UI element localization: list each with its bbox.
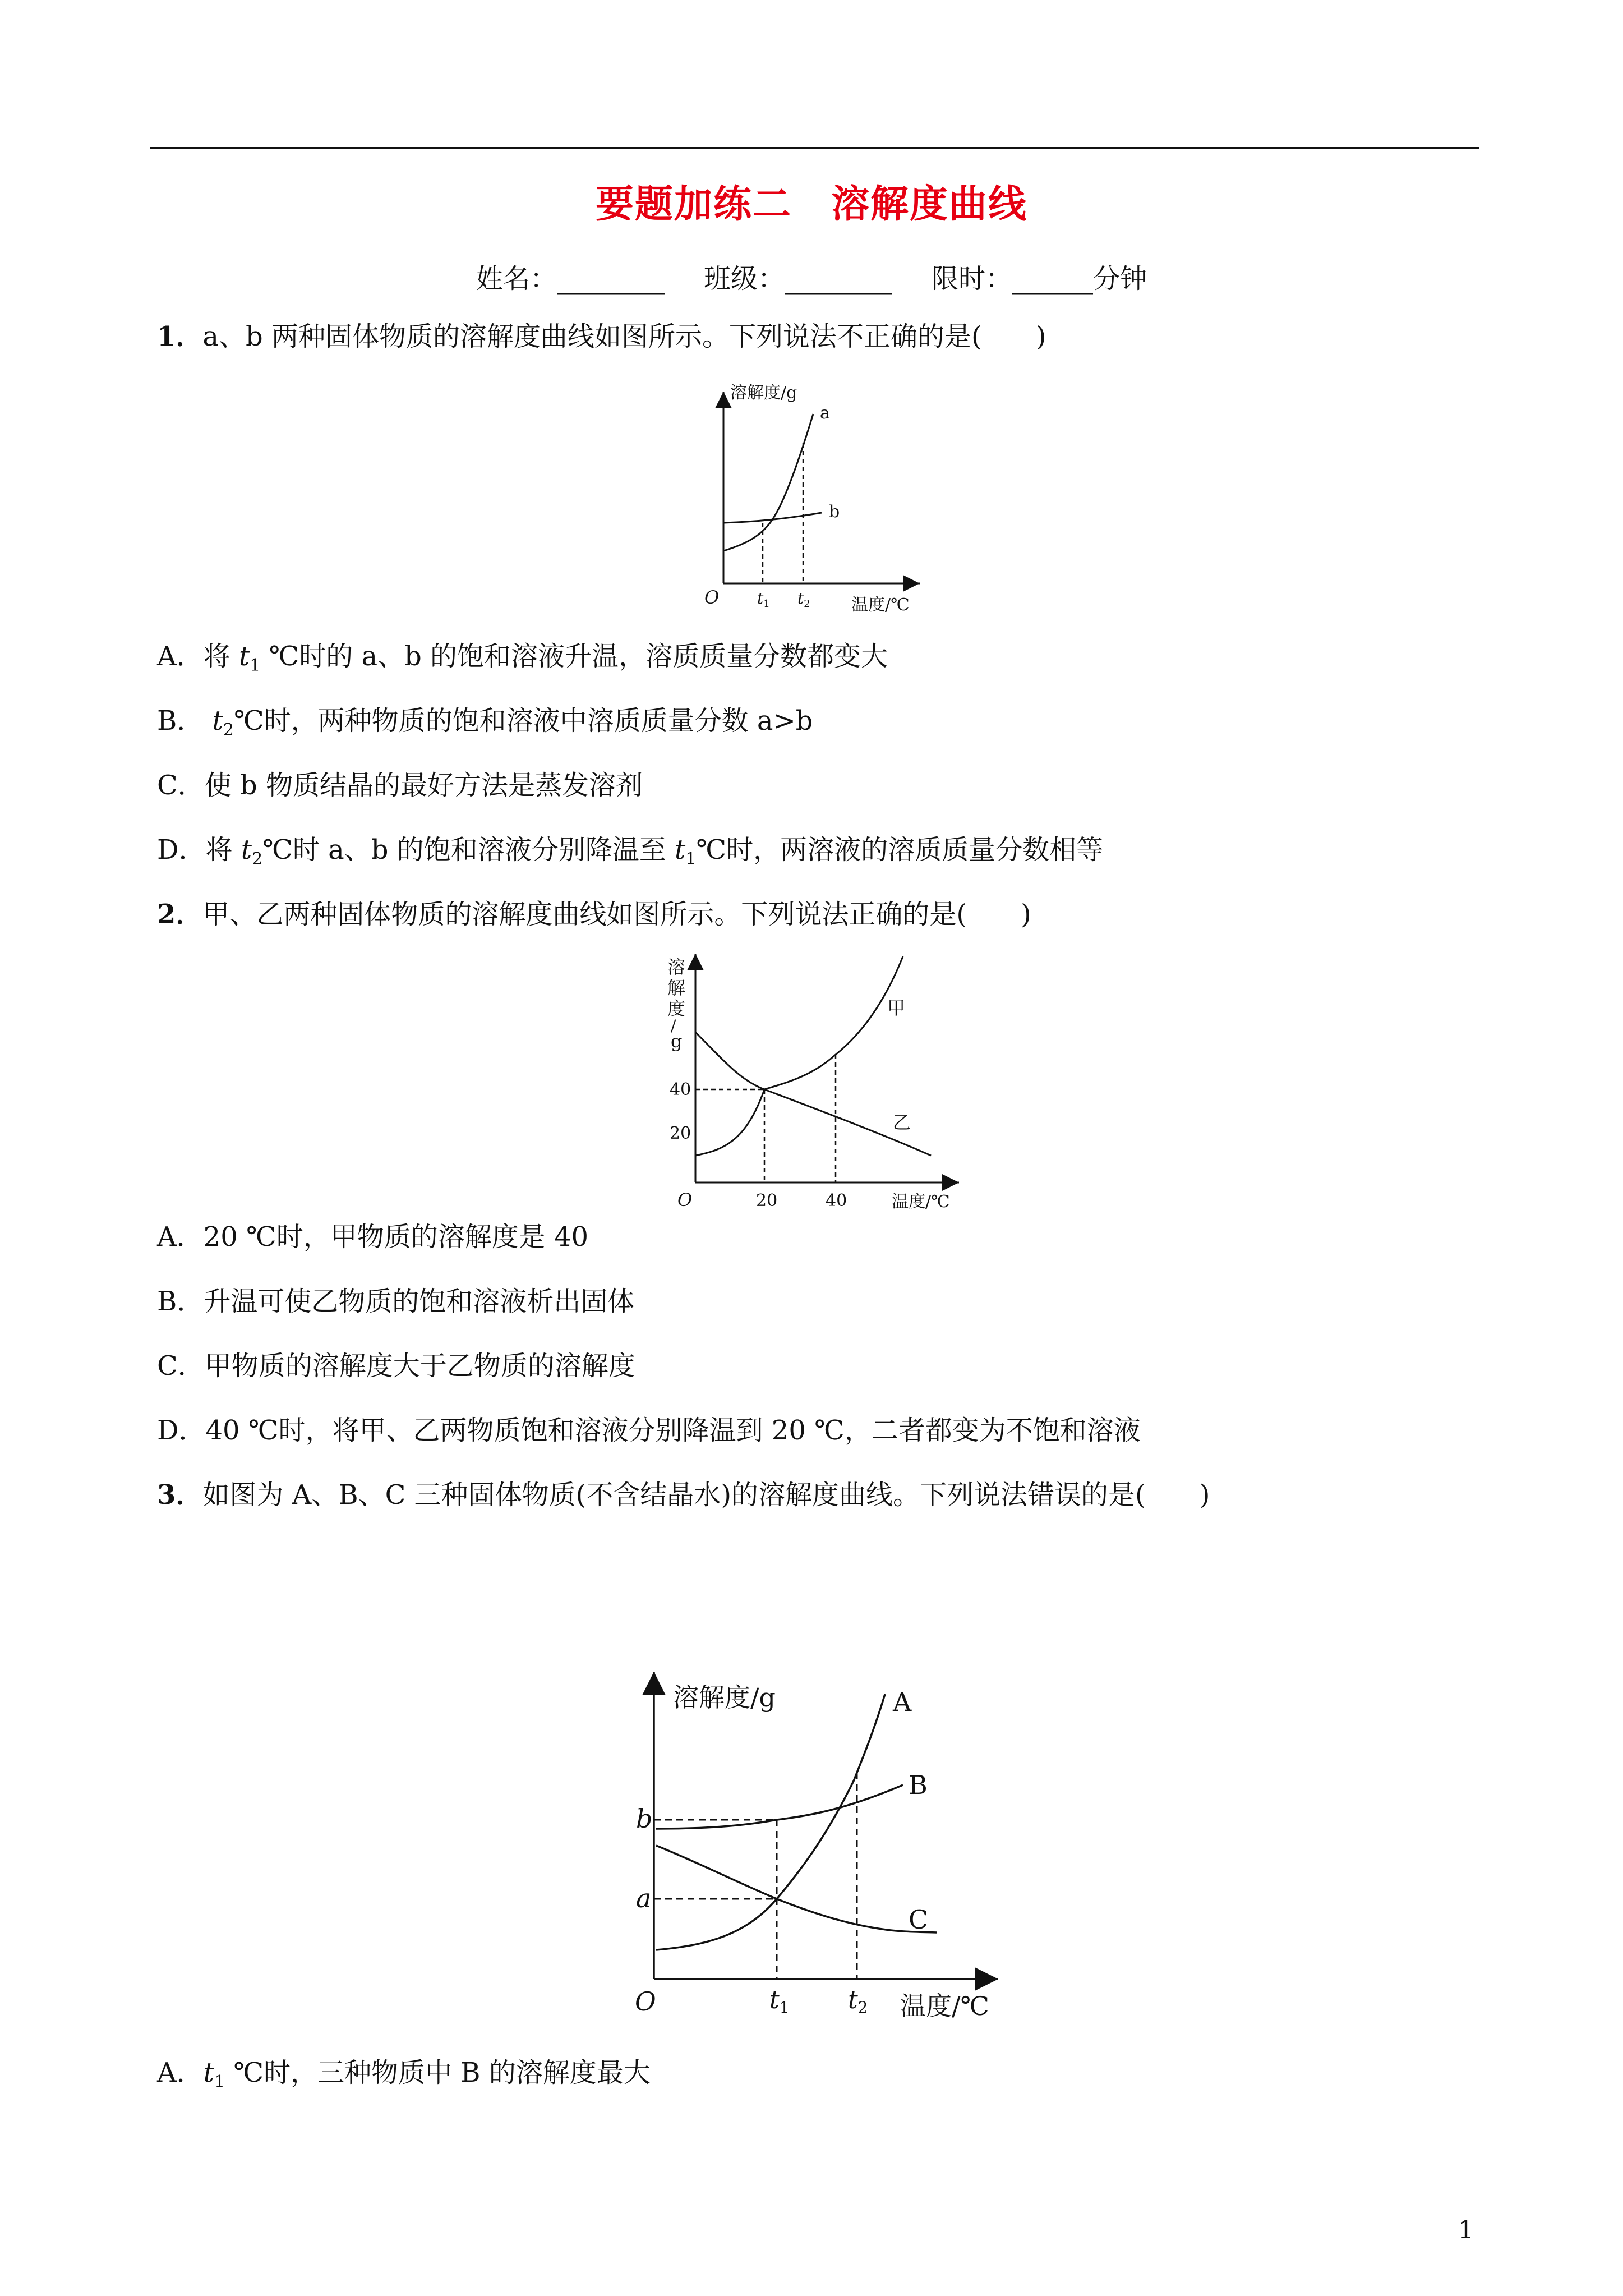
t2-tick-label: t2 [848,1986,868,2017]
q3-option-a: A．$t_1$ ℃时，三种物质中 B 的溶解度最大 [157,2057,651,2092]
page-number: 1 [1458,2216,1474,2244]
q1-option-b: B． $t_2℃$时，两种物质的饱和溶液中溶质质量分数 a>b [157,705,813,740]
y-axis-label: 溶 [667,956,686,978]
curve-C [656,1846,937,1932]
question-3-stem [157,1478,1210,1512]
curve-a [723,414,813,551]
student-info [0,257,1623,296]
curve-b-label: b [829,502,840,522]
q3-solubility-chart [617,1660,1021,2031]
q2-option-d: D．40 ℃时，将甲、乙两物质饱和溶液分别降温到 20 ℃，二者都变为不饱和溶液 [157,1415,1141,1446]
question-text: 如图为 A、B、C 三种固体物质(不含结晶水)的溶解度曲线。下列说法错误的是( ) [202,1479,1210,1511]
question-2-stem [157,898,1031,931]
q1-option-d: D．将 $t_2℃$时 a、b 的饱和溶液分别降温至 $t_1℃$时，两溶液的溶质质量分数相等 [157,834,1104,869]
q1-option-a: A．将 $t_1$ ℃时的 a、b 的饱和溶液升温，溶质质量分数都变大 [157,641,888,675]
origin-label: O [677,1189,693,1211]
y-tick-20: 20 [670,1124,691,1143]
y-axis-label: / [671,1016,676,1035]
x-tick-40: 40 [826,1191,847,1211]
page-title: 要题加练二 溶解度曲线 [595,182,1027,227]
q1-solubility-chart [695,376,942,623]
curve-jia [695,956,906,1156]
t1-tick-label: t1 [769,1986,790,2017]
origin-label: O [704,587,720,608]
t1-tick-label: $t_1$ [757,589,770,610]
curve-C-label: C [909,1904,929,1935]
q2-option-c: C．甲物质的溶解度大于乙物质的溶解度 [157,1350,635,1382]
curve-A-label: A [893,1687,912,1717]
question-number: 2． [157,899,203,930]
curve-B-label: B [909,1770,928,1800]
y-tick-b: b [636,1803,653,1834]
y-tick-40: 40 [670,1080,691,1099]
y-axis-label: 度 [667,998,686,1019]
question-number: 3． [157,1479,203,1511]
y-tick-a: a [636,1883,652,1913]
curve-A [656,1694,885,1950]
question-text: a、b 两种固体物质的溶解度曲线如图所示。下列说法不正确的是( ) [202,321,1046,352]
q1-option-c: C．使 b 物质结晶的最好方法是蒸发溶剂 [157,770,643,801]
x-axis-label: 温度/℃ [892,1192,950,1212]
t2-tick-label: $t_2$ [797,589,810,610]
curve-a-label: a [820,403,830,423]
y-axis-label: g [671,1030,683,1052]
y-axis-label: 溶解度/g [673,1682,776,1713]
q2-option-b: B．升温可使乙物质的饱和溶液析出固体 [157,1286,635,1317]
curve-yi [695,1032,931,1156]
question-text: 甲、乙两种固体物质的溶解度曲线如图所示。下列说法正确的是( ) [202,899,1031,930]
header-rule [150,147,1479,149]
q2-solubility-chart [645,948,981,1212]
q2-option-a: A．20 ℃时，甲物质的溶解度是 40 [157,1221,589,1253]
origin-label: O [635,1986,656,2017]
curve-jia-label: 甲 [887,997,906,1019]
y-axis-label: 解 [667,977,686,999]
curve-B [656,1785,903,1829]
y-axis-label: 溶解度/g [730,383,797,403]
x-tick-20: 20 [756,1191,778,1211]
curve-yi-label: 乙 [893,1112,911,1133]
time-limit-label: 限时：______分钟 [932,263,1147,295]
curve-b [723,513,822,523]
x-axis-label: 温度/℃ [851,595,910,615]
name-field-label: 姓名：________ [476,263,665,295]
class-field-label: 班级：________ [703,263,892,295]
question-number: 1． [157,321,203,352]
x-axis-label: 温度/℃ [900,1991,989,2021]
question-1-stem [157,320,1046,353]
